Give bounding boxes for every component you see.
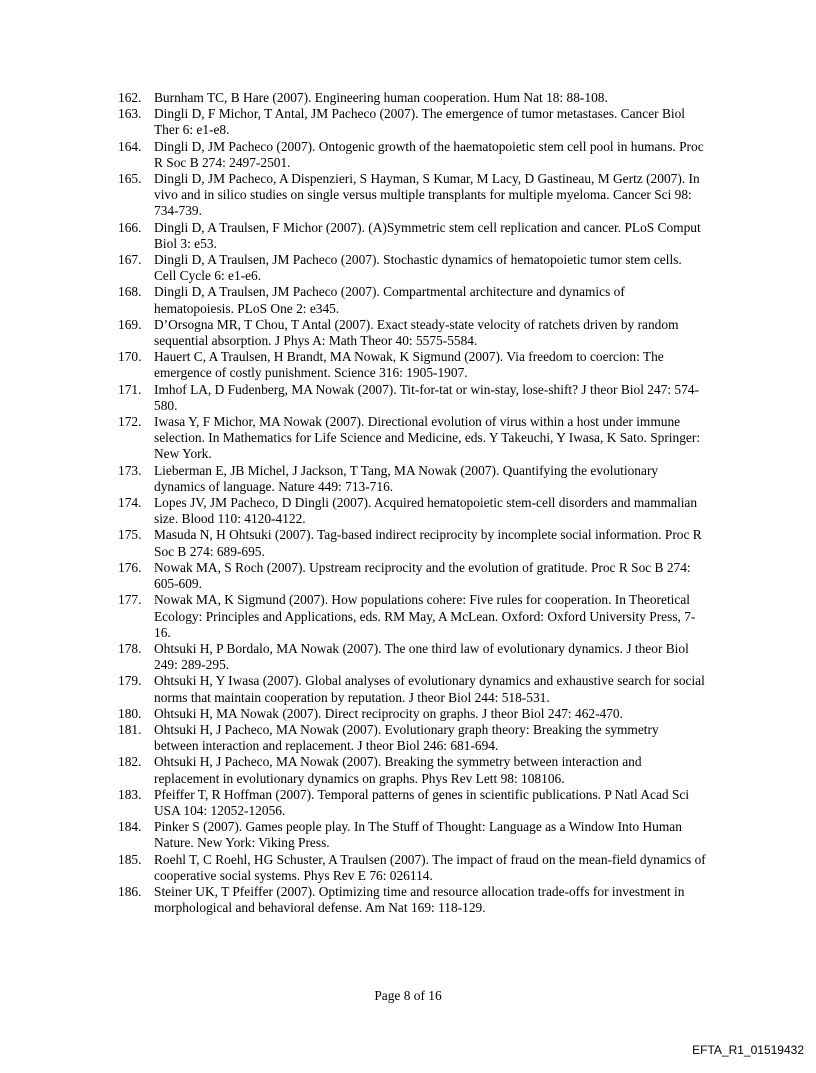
reference-item [118,171,706,220]
reference-item [118,414,706,463]
reference-item [118,592,706,641]
reference-number: 176. [118,559,142,575]
reference-text: Pinker S (2007). Games people play. In The Stuff of Thought: Language as a Window Into Human Nature. New York: Viking Press. [154,819,682,851]
reference-text: Dingli D, JM Pacheco (2007). Ontogenic growth of the haematopoietic stem cell pool in humans. Proc R Soc B 274: 2497-2501. [154,138,704,170]
reference-item [118,754,706,786]
reference-number: 182. [118,754,142,770]
reference-text: Iwasa Y, F Michor, MA Nowak (2007). Directional evolution of virus within a host under immune selection. In Mathematics for Life Science and Medicine, eds. Y Takeuchi, Y Iwasa, K Sato. Springer: New York. [154,414,701,462]
reference-item [118,252,706,284]
reference-text: Burnham TC, B Hare (2007). Engineering human cooperation. Hum Nat 18: 88-108. [154,90,608,105]
reference-text: Ohtsuki H, P Bordalo, MA Nowak (2007). The one third law of evolutionary dynamics. J theor Biol 249: 289-295. [154,640,689,673]
reference-number: 170. [118,349,142,365]
reference-number: 183. [118,786,142,802]
reference-item [118,463,706,495]
reference-item [118,673,706,705]
reference-text: Hauert C, A Traulsen, H Brandt, MA Nowak, K Sigmund (2007). Via freedom to coercion: The emergence of costly punishment. Science 316: 1905-1907. [154,349,664,381]
reference-number: 177. [118,592,142,608]
page-number: Page 8 of 16 [374,988,442,1003]
reference-text: Imhof LA, D Fudenberg, MA Nowak (2007). Tit-for-tat or win-stay, lose-shift? J theor Biol 247: 574-580. [154,381,699,413]
reference-item [118,317,706,349]
reference-number: 186. [118,883,142,899]
reference-number: 179. [118,673,142,689]
reference-number: 178. [118,640,142,656]
reference-item [118,90,706,106]
reference-list [118,90,706,916]
reference-text: Lopes JV, JM Pacheco, D Dingli (2007). Acquired hematopoietic stem-cell disorders and mammalian size. Blood 110: 4120-4122. [154,495,698,527]
reference-number: 174. [118,495,142,511]
reference-text: Lieberman E, JB Michel, J Jackson, T Tang, MA Nowak (2007). Quantifying the evolutionary dynamics of language. Nature 449: 713-716. [154,462,659,494]
reference-item [118,706,706,722]
reference-number: 165. [118,171,142,187]
reference-text: Roehl T, C Roehl, HG Schuster, A Traulsen (2007). The impact of fraud on the mean-field dynamics of cooperative social systems. Phys Rev E 76: 026114. [154,851,706,883]
reference-number: 169. [118,316,142,332]
reference-item [118,284,706,316]
reference-text: Dingli D, A Traulsen, F Michor (2007). (A)Symmetric stem cell replication and cancer. PLoS Comput Biol 3: e53. [154,219,701,251]
reference-text: Ohtsuki H, MA Nowak (2007). Direct reciprocity on graphs. J theor Biol 247: 462-470. [154,705,623,721]
reference-item [118,527,706,559]
reference-text: Ohtsuki H, J Pacheco, MA Nowak (2007). Evolutionary graph theory: Breaking the symmetry between interaction and replacement. J theor Biol 246: 681-694. [154,721,659,754]
reference-number: 162. [118,90,142,105]
reference-text: Dingli D, A Traulsen, JM Pacheco (2007). Stochastic dynamics of hematopoietic tumor stem cells. Cell Cycle 6: e1-e6. [154,252,682,284]
reference-item [118,722,706,754]
reference-item [118,787,706,819]
reference-number: 184. [118,819,142,835]
reference-text: Dingli D, A Traulsen, JM Pacheco (2007). Compartmental architecture and dynamics of hematopoiesis. PLoS One 2: e345. [154,284,625,316]
reference-text: D’Orsogna MR, T Chou, T Antal (2007). Exact steady-state velocity of ratchets driven by random sequential absorption. J Phys A: Math Theor 40: 5575-5584. [154,316,679,349]
reference-item [118,819,706,851]
reference-number: 173. [118,462,142,478]
reference-item [118,139,706,171]
reference-number: 175. [118,527,142,543]
reference-text: Ohtsuki H, Y Iwasa (2007). Global analyses of evolutionary dynamics and exhaustive search for social norms that maintain cooperation by reputation. J theor Biol 244: 518-531. [154,673,705,705]
reference-item [118,495,706,527]
reference-item [118,641,706,673]
reference-item [118,349,706,381]
reference-item [118,106,706,138]
reference-text: Dingli D, JM Pacheco, A Dispenzieri, S Hayman, S Kumar, M Lacy, D Gastineau, M Gertz (2007). In vivo and in silico studies on single versus multiple transplants for multiple myeloma. Cancer Sci 98: 734-739. [154,171,700,219]
reference-number: 180. [118,705,142,721]
reference-text: Ohtsuki H, J Pacheco, MA Nowak (2007). Breaking the symmetry between interaction and replacement in evolutionary dynamics on graphs. Phys Rev Lett 98: 108106. [154,754,642,786]
reference-number: 185. [118,851,142,867]
reference-number: 164. [118,138,142,154]
reference-number: 172. [118,414,142,430]
reference-item [118,560,706,592]
reference-number: 167. [118,252,142,268]
reference-number: 171. [118,381,142,397]
reference-item [118,852,706,884]
reference-text: Nowak MA, S Roch (2007). Upstream reciprocity and the evolution of gratitude. Proc R Soc B 274: 605-609. [154,559,691,592]
reference-item [118,884,706,916]
reference-number: 168. [118,284,142,300]
reference-text: Steiner UK, T Pfeiffer (2007). Optimizing time and resource allocation trade-offs for investment in morphological and behavioral defense. Am Nat 169: 118-129. [154,883,685,916]
document-id: EFTA_R1_01519432 [692,1043,804,1057]
reference-text: Masuda N, H Ohtsuki (2007). Tag-based indirect reciprocity by incomplete social information. Proc R Soc B 274: 689-695. [154,527,702,559]
reference-number: 166. [118,219,142,235]
reference-number: 181. [118,721,142,737]
reference-text: Pfeiffer T, R Hoffman (2007). Temporal patterns of genes in scientific publications. P Natl Acad Sci USA 104: 12052-12056. [154,786,690,818]
reference-number: 163. [118,106,142,122]
reference-text: Nowak MA, K Sigmund (2007). How populations cohere: Five rules for cooperation. In Theoretical Ecology: Principles and Applications, eds. RM May, A McLean. Oxford: Oxford University Press, 7-16. [154,592,696,640]
reference-item [118,220,706,252]
reference-item [118,382,706,414]
reference-text: Dingli D, F Michor, T Antal, JM Pacheco (2007). The emergence of tumor metastases. Cancer Biol Ther 6: e1-e8. [154,106,686,138]
